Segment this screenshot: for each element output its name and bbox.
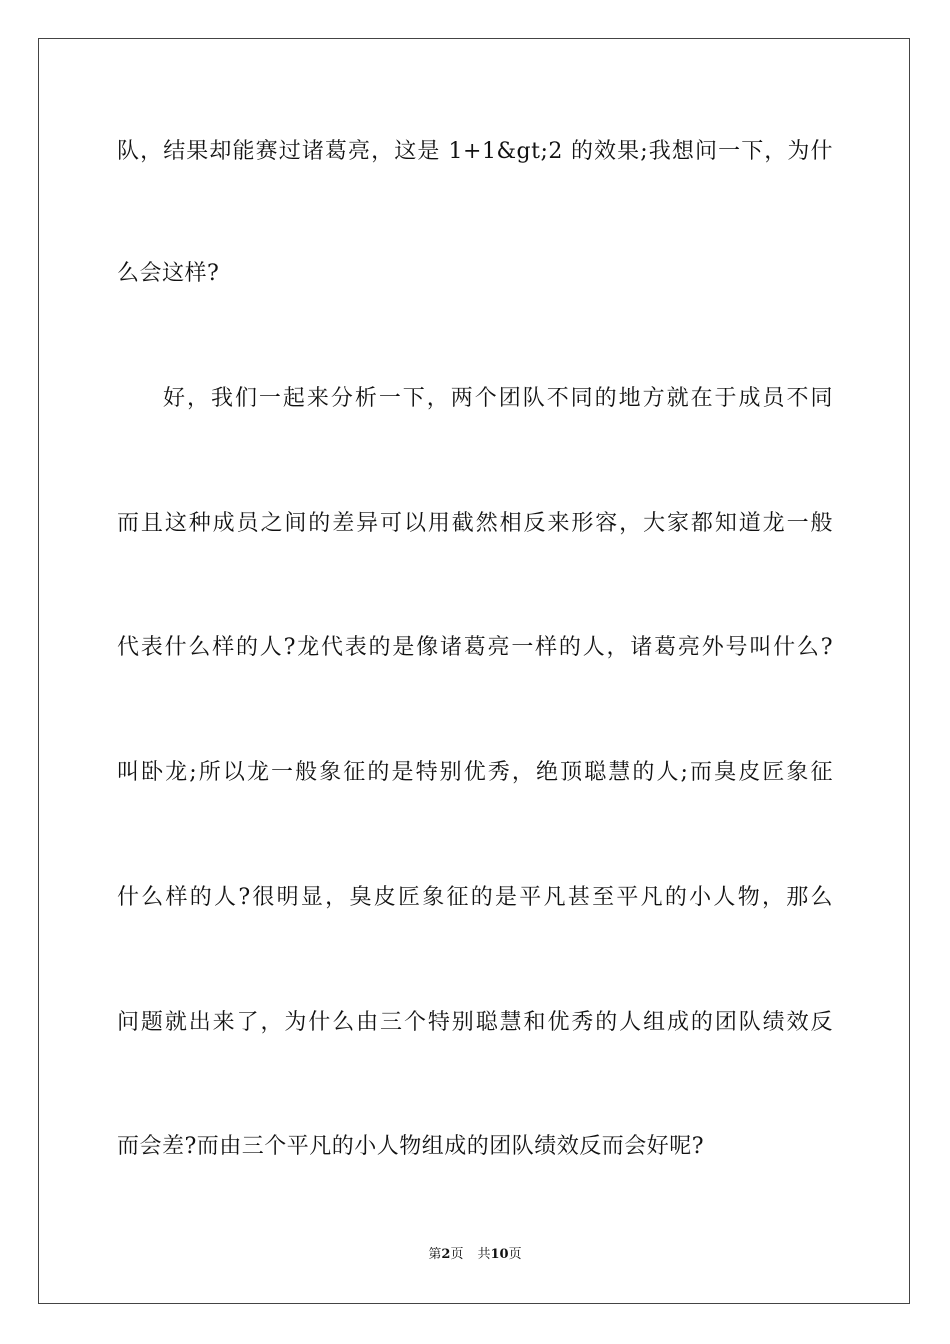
paragraph-line-7: 什么样的人?很明显，臭皮匠象征的是平凡甚至平凡的小人物，那么 [117, 885, 833, 910]
page-suffix: 页 [450, 1247, 464, 1262]
paragraph-line-3: 好，我们一起来分析一下，两个团队不同的地方就在于成员不同 [163, 386, 833, 411]
page-footer [0, 1246, 950, 1264]
total-suffix: 页 [508, 1247, 522, 1262]
page-prefix: 第 [428, 1247, 442, 1262]
page-total: 10 [490, 1247, 509, 1262]
total-prefix: 共 [477, 1247, 491, 1262]
paragraph-line-5: 代表什么样的人?龙代表的是像诸葛亮一样的人，诸葛亮外号叫什么? [117, 635, 833, 660]
paragraph-line-9: 而会差?而由三个平凡的小人物组成的团队绩效反而会好呢? [117, 1134, 705, 1159]
paragraph-line-1: 队，结果却能赛过诸葛亮，这是 1+1&gt;2 的效果;我想问一下，为什 [117, 139, 833, 164]
paragraph-line-4: 而且这种成员之间的差异可以用截然相反来形容，大家都知道龙一般 [117, 511, 833, 536]
page-border [38, 38, 910, 1304]
paragraph-line-8: 问题就出来了，为什么由三个特别聪慧和优秀的人组成的团队绩效反 [117, 1010, 833, 1035]
paragraph-line-6: 叫卧龙;所以龙一般象征的是特别优秀，绝顶聪慧的人;而臭皮匠象征 [117, 760, 833, 785]
paragraph-line-2: 么会这样? [117, 261, 220, 286]
page-current: 2 [441, 1247, 451, 1262]
